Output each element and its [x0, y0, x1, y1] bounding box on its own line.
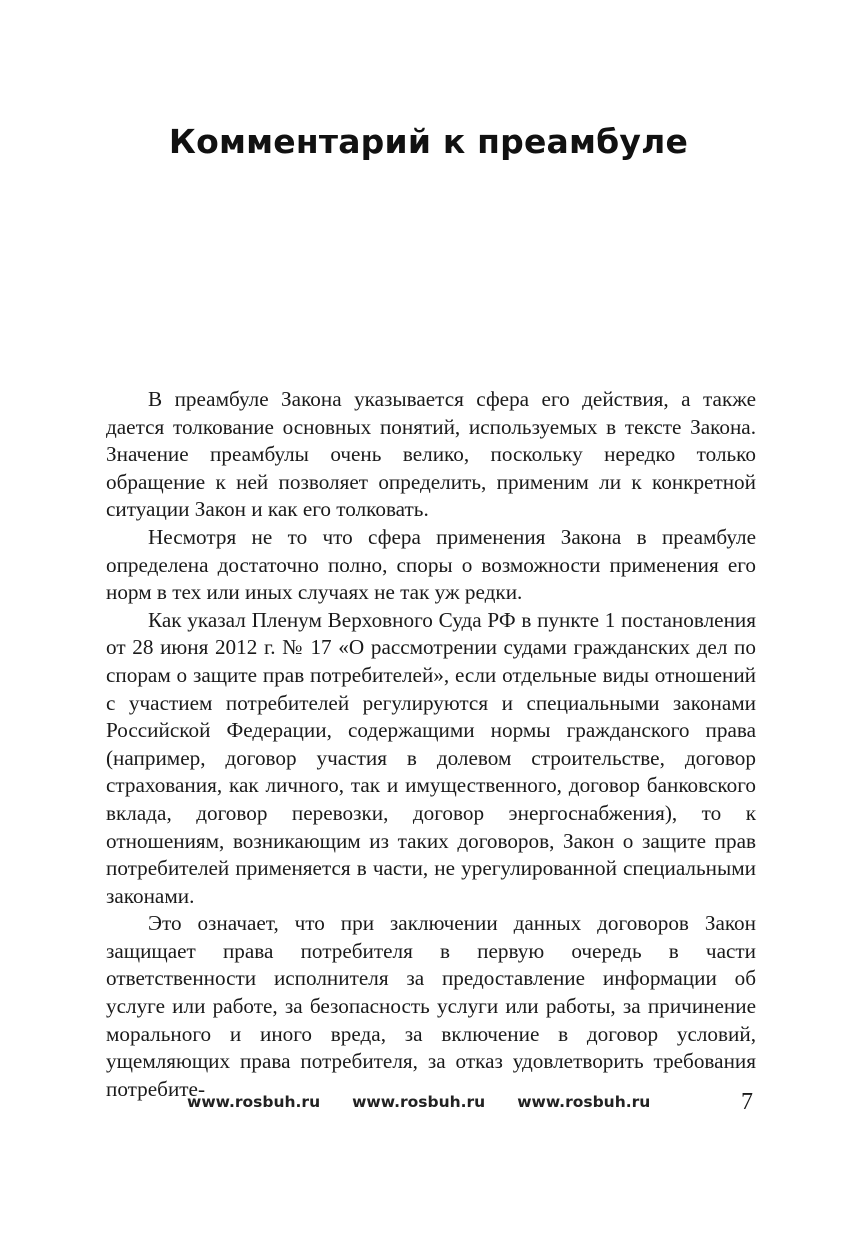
page-number: 7: [741, 1089, 753, 1115]
page-title: Комментарий к преамбуле: [168, 122, 689, 161]
paragraph: Как указал Пленум Верховного Суда РФ в пункте 1 постановления от 28 июня 2012 г. № 17 «О рассмотрении судами гражданских дел по спорам о защите прав потребителей», если отдельные виды отношений с участием потребителей регулируются и специальными законами Российской Федерации, содержащими нормы гражданского права (например, договор участия в долевом строительстве, договор страхования, как личного, так и имущественного, договор банковского вклада, договор перевозки, договор энергоснабжения), то к отношениям, возникающим из таких договоров, Закон о защите прав потребителей применяется в части, не урегулированной специальными законами.: [106, 607, 756, 908]
footer-link[interactable]: www.rosbuh.ru: [352, 1093, 486, 1111]
footer-link[interactable]: www.rosbuh.ru: [187, 1093, 321, 1111]
footer-link[interactable]: www.rosbuh.ru: [517, 1093, 651, 1111]
page-footer: [0, 1089, 857, 1123]
paragraph: В преамбуле Закона указывается сфера его действия, а также дается толкование основных понятий, используемых в тексте Закона. Значение преамбулы очень велико, поскольку нередко только обращение к ней позволяет определить, применим ли к конкретной ситуации Закон и как его толковать.: [106, 387, 756, 522]
footer-links: [187, 1093, 650, 1111]
body-text: [106, 386, 756, 1103]
paragraph: Несмотря не то что сфера применения Закона в преамбуле определена достаточно полно, споры о возможности применения его норм в тех или иных случаях не так уж редки.: [106, 524, 756, 605]
paragraph: Это означает, что при заключении данных договоров Закон защищает права потребителя в первую очередь в части ответственности исполнителя за предоставление информации об услуге или работе, за безопасность услуги или работы, за причинение морального и иного вреда, за включение в договор условий, ущемляющих права потребителя, за отказ удовлетворить требования потребите-: [106, 911, 756, 1101]
